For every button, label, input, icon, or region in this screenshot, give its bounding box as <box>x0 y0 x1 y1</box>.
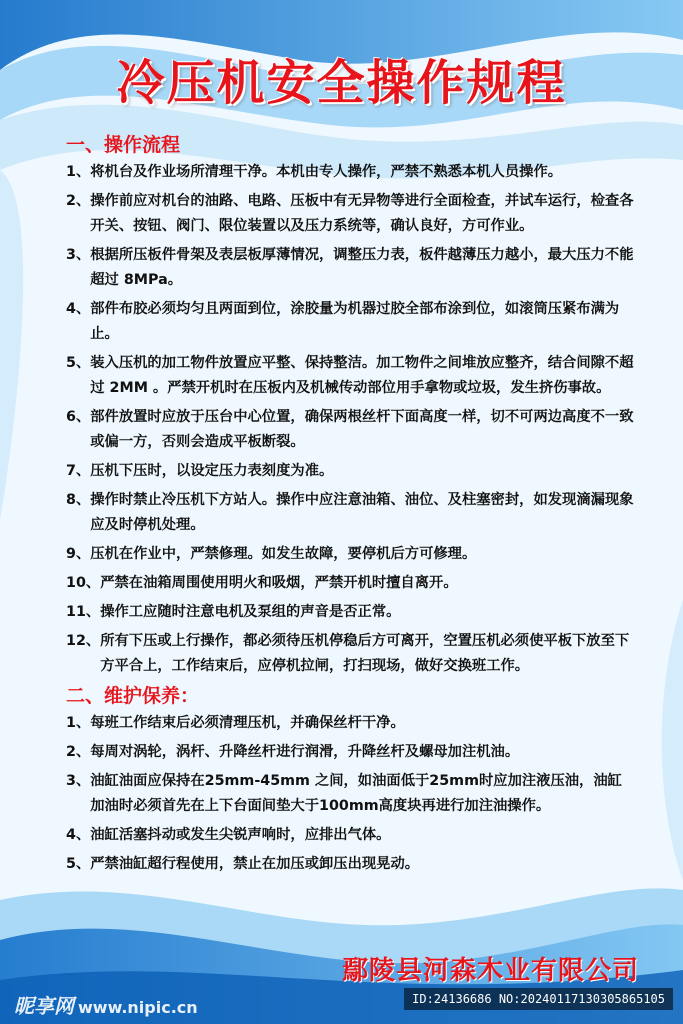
item-number: 12、 <box>66 633 101 649</box>
item-number: 4、 <box>66 301 91 317</box>
section-heading-operation: 一、操作流程 <box>66 134 181 156</box>
company-name: 鄢陵县河森木业有限公司 <box>341 956 639 986</box>
item-text: 严禁油缸超行程使用，禁止在加压或卸压出现晃动。 <box>90 856 420 872</box>
item-number: 1、 <box>66 715 91 731</box>
list-item <box>66 189 636 239</box>
item-text: 操作工应随时注意电机及泵组的声音是否正常。 <box>100 604 401 620</box>
item-number: 4、 <box>66 827 91 843</box>
rules-content <box>66 132 636 881</box>
list-item <box>66 769 636 819</box>
image-id-label: ID:24136686 NO:20240117130305865105 <box>404 988 673 1010</box>
list-item <box>66 823 636 848</box>
operation-list <box>66 160 636 679</box>
item-text: 每周对涡轮，涡杆、升降丝杆进行润滑，升降丝杆及螺母加注机油。 <box>90 744 520 760</box>
item-number: 9、 <box>66 546 91 562</box>
item-number: 3、 <box>66 773 91 789</box>
item-text: 所有下压或上行操作，都必须待压机停稳后方可离开，空置压机必须使平板下放至下方平合上，工作结束后，应停机拉闸，打扫现场，做好交换班工作。 <box>100 633 630 674</box>
item-text: 压机下压时，以设定压力表刻度为准。 <box>90 463 334 479</box>
item-number: 11、 <box>66 604 101 620</box>
watermark <box>14 990 198 1019</box>
item-text: 部件布胶必须均匀且两面到位，涂胶量为机器过胶全部布涂到位，如滚筒压紧布满为止。 <box>90 301 620 342</box>
item-text: 操作前应对机台的油路、电路、压板中有无异物等进行全面检查，并试车运行，检查各开关、按钮、阀门、限位装置以及压力系统等，确认良好，方可作业。 <box>90 193 634 234</box>
list-item <box>66 571 636 596</box>
list-item <box>66 740 636 765</box>
item-number: 2、 <box>66 744 91 760</box>
item-number: 6、 <box>66 409 91 425</box>
item-text: 油缸油面应保持在25mm-45mm 之间，如油面低于25mm时应加注液压油，油缸加油时必须首先在上下台面间垫大于100mm高度块再进行加注油操作。 <box>90 773 622 814</box>
section-heading-maintenance: 二、维护保养： <box>66 685 200 707</box>
maintenance-list <box>66 711 636 877</box>
item-text: 操作时禁止冷压机下方站人。操作中应注意油箱、油位、及柱塞密封，如发现滴漏现象应及时停机处理。 <box>90 492 634 533</box>
watermark-brand: 昵享网 <box>14 994 74 1018</box>
list-item <box>66 297 636 347</box>
item-number: 10、 <box>66 575 101 591</box>
list-item <box>66 405 636 455</box>
list-item <box>66 711 636 736</box>
item-number: 5、 <box>66 355 91 371</box>
item-text: 油缸活塞抖动或发生尖锐声响时，应排出气体。 <box>90 827 391 843</box>
list-item <box>66 351 636 401</box>
item-text: 严禁在油箱周围使用明火和吸烟，严禁开机时擅自离开。 <box>100 575 458 591</box>
list-item <box>66 488 636 538</box>
list-item <box>66 243 636 293</box>
item-text: 压机在作业中，严禁修理。如发生故障，要停机后方可修理。 <box>90 546 477 562</box>
item-number: 7、 <box>66 463 91 479</box>
list-item <box>66 542 636 567</box>
list-item <box>66 160 636 185</box>
item-number: 2、 <box>66 193 91 209</box>
list-item <box>66 629 636 679</box>
item-text: 每班工作结束后必须清理压机，并确保丝杆干净。 <box>90 715 405 731</box>
item-number: 8、 <box>66 492 91 508</box>
watermark-url: www.nipic.cn <box>78 998 198 1017</box>
item-number: 3、 <box>66 247 91 263</box>
list-item <box>66 852 636 877</box>
item-number: 5、 <box>66 856 91 872</box>
page-title: 冷压机安全操作规程 <box>116 55 567 111</box>
item-text: 部件放置时应放于压台中心位置，确保两根丝杆下面高度一样，切不可两边高度不一致或偏一方，否则会造成平板断裂。 <box>90 409 634 450</box>
list-item <box>66 600 636 625</box>
item-number: 1、 <box>66 164 91 180</box>
item-text: 将机台及作业场所清理干净。本机由专人操作，严禁不熟悉本机人员操作。 <box>90 164 563 180</box>
item-text: 装入压机的加工物件放置应平整、保持整洁。加工物件之间堆放应整齐，结合间隙不超过 2MM 。严禁开机时在压板内及机械传动部位用手拿物或垃圾，发生挤伤事故。 <box>90 355 634 396</box>
item-text: 根据所压板件骨架及表层板厚薄情况，调整压力表，板件越薄压力越小，最大压力不能超过 8MPa。 <box>90 247 634 288</box>
list-item <box>66 459 636 484</box>
